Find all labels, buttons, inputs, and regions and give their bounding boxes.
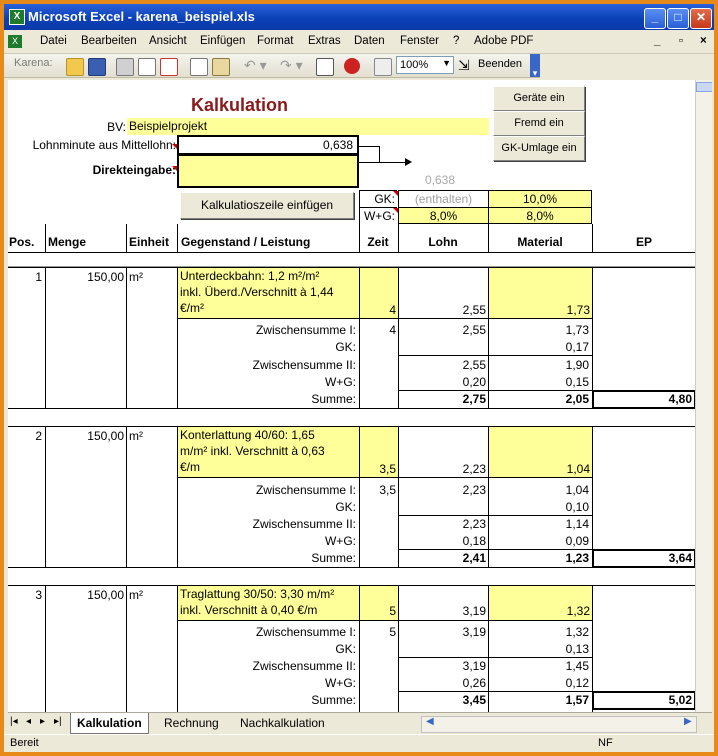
zs1-label: Zwischensumme I:	[255, 483, 356, 497]
header-bottom-line	[8, 252, 712, 253]
zs2-label: Zwischensumme II:	[252, 517, 356, 531]
calculator-icon[interactable]	[374, 58, 392, 76]
lohnminute-label: Lohnminute aus Mittellohn:	[32, 138, 176, 152]
gk-umlage-ein-button[interactable]: GK-Umlage ein	[493, 136, 585, 161]
zs1-lohn: 2,23	[462, 483, 486, 497]
zs1-label: Zwischensumme I:	[255, 323, 356, 337]
comment-marker-icon	[172, 144, 177, 149]
ep-value: 4,80	[592, 390, 696, 409]
wg-lohn-value: 0,26	[462, 676, 486, 690]
menu-fenster[interactable]: Fenster	[400, 35, 439, 47]
zs1-material: 1,04	[565, 483, 589, 497]
doc-minimize-button[interactable]: _	[654, 35, 661, 47]
summe-label: Summe:	[311, 392, 356, 406]
paste-icon[interactable]	[212, 58, 230, 76]
bv-field[interactable]: Beispielprojekt	[127, 118, 489, 135]
save-icon[interactable]	[88, 58, 106, 76]
geraete-ein-button[interactable]: Geräte ein	[493, 86, 585, 111]
tab-last-icon[interactable]: ▸|	[54, 716, 62, 727]
doc-close-button[interactable]: ×	[700, 35, 707, 47]
window-title: Microsoft Excel - karena_beispiel.xls	[28, 9, 255, 24]
zs2-material: 1,45	[565, 659, 589, 673]
chevron-down-icon[interactable]: ▼	[442, 58, 451, 68]
description-cell[interactable]: Konterlattung 40/60: 1,65 m/m² inkl. Verschnitt à 0,63 €/m	[178, 427, 359, 477]
tab-nachkalkulation[interactable]: Nachkalkulation	[240, 716, 325, 730]
gk-material-value: 0,13	[565, 642, 589, 656]
worksheet[interactable]	[8, 80, 712, 712]
karena-logo-icon[interactable]	[344, 58, 360, 74]
wg-material-value: 0,09	[565, 534, 589, 548]
zs1-material: 1,73	[565, 323, 589, 337]
header-menge: Menge	[48, 235, 87, 249]
description-cell[interactable]: Traglattung 30/50: 3,30 m/m² inkl. Verschnitt à 0,40 €/m	[178, 586, 359, 620]
doc-restore-button[interactable]: ▫	[679, 35, 684, 47]
redo-icon[interactable]: ↷ ▾	[280, 57, 303, 73]
arrow-line	[379, 146, 380, 162]
print-preview-icon[interactable]	[138, 58, 156, 76]
zs2-lohn: 2,55	[462, 358, 486, 372]
pos-number: 3	[35, 588, 42, 602]
undo-icon[interactable]: ↶ ▾	[244, 57, 267, 73]
gk-material-field[interactable]: 10,0%	[488, 190, 592, 207]
title-bar	[4, 4, 714, 30]
wg-material-value: 0,12	[565, 676, 589, 690]
arrow-line	[359, 146, 379, 147]
menu-format[interactable]: Format	[257, 35, 294, 47]
menge-value: 150,00	[87, 588, 124, 602]
header-gegenstand: Gegenstand / Leistung	[181, 235, 311, 249]
toolbar-options-icon[interactable]: ▾	[530, 54, 540, 77]
wg-material-value: 0,15	[565, 375, 589, 389]
wg-material-field[interactable]: 8,0%	[488, 207, 592, 224]
open-folder-icon[interactable]	[66, 58, 84, 76]
summe-label: Summe:	[311, 551, 356, 565]
arrow-line	[359, 162, 409, 163]
zs1-zeit: 5	[389, 625, 396, 639]
zs2-material: 1,90	[565, 358, 589, 372]
gk-row-label: GK:	[335, 500, 356, 514]
lohn-value: 2,23	[462, 462, 486, 476]
gk-label: GK:	[359, 190, 397, 207]
zeit-field[interactable]: 5	[360, 586, 398, 620]
exit-icon: ⇲	[458, 57, 470, 73]
direkteingabe-label: Direkteingabe:	[92, 163, 176, 177]
fremd-ein-button[interactable]: Fremd ein	[493, 111, 585, 136]
ep-value: 3,64	[592, 549, 696, 568]
menu-help[interactable]: ?	[453, 35, 460, 47]
beenden-button[interactable]: Beenden	[478, 58, 523, 70]
gk-material-value: 0,17	[565, 340, 589, 354]
menu-datei[interactable]: Datei	[40, 35, 67, 47]
comment-marker-icon	[172, 166, 177, 171]
zs2-label: Zwischensumme II:	[252, 659, 356, 673]
summe-lohn: 3,45	[462, 693, 486, 707]
print-icon[interactable]	[116, 58, 134, 76]
tab-first-icon[interactable]: |◂	[10, 716, 18, 727]
zs1-lohn: 3,19	[462, 625, 486, 639]
gk-lohn: (enthalten)	[398, 190, 488, 207]
zs2-label: Zwischensumme II:	[252, 358, 356, 372]
lohn-result: 0,638	[425, 173, 456, 187]
header-zeit: Zeit	[367, 235, 389, 249]
scroll-right-icon[interactable]: ▶	[684, 716, 692, 727]
numlock-indicator: NF	[598, 737, 613, 749]
tab-kalkulation[interactable]: Kalkulation	[70, 713, 149, 734]
vertical-scrollbar[interactable]	[695, 80, 712, 712]
scroll-left-icon[interactable]: ◀	[426, 716, 434, 727]
arrow-right-icon	[405, 158, 412, 166]
summe-lohn: 2,75	[462, 392, 486, 406]
lohn-value: 2,55	[462, 303, 486, 317]
direkteingabe-field[interactable]	[177, 154, 359, 188]
lohnminute-field[interactable]: 0,638	[177, 135, 359, 155]
menu-daten[interactable]: Daten	[354, 35, 385, 47]
zs1-label: Zwischensumme I:	[255, 625, 356, 639]
horizontal-scrollbar[interactable]	[421, 716, 697, 733]
header-pos: Pos.	[9, 235, 35, 249]
menu-adobe-pdf[interactable]: Adobe PDF	[474, 35, 534, 47]
header-material: Material	[517, 235, 563, 249]
excel-app-icon: X	[9, 9, 25, 25]
menu-extras[interactable]: Extras	[308, 35, 341, 47]
zs2-material: 1,14	[565, 517, 589, 531]
menu-einfuegen[interactable]: Einfügen	[200, 35, 246, 47]
bv-label: BV:	[107, 120, 126, 134]
gk-row-label: GK:	[335, 642, 356, 656]
zs1-zeit: 4	[389, 323, 396, 337]
wg-label: W+G:	[359, 207, 397, 224]
summe-label: Summe:	[311, 693, 356, 707]
status-text: Bereit	[10, 737, 39, 749]
wg-lohn-value: 0,20	[462, 375, 486, 389]
zs1-material: 1,32	[565, 625, 589, 639]
spellcheck-icon[interactable]	[160, 58, 178, 76]
karena-label: Karena:	[14, 57, 53, 69]
summe-material: 1,23	[565, 551, 589, 565]
gk-material-value: 0,10	[565, 500, 589, 514]
zs2-lohn: 3,19	[462, 659, 486, 673]
zoom-select[interactable]: 100% ▼	[396, 56, 454, 74]
menge-value: 150,00	[87, 270, 124, 284]
wg-row-label: W+G:	[324, 534, 356, 548]
maximize-button[interactable]: □	[667, 8, 689, 29]
zeit-field[interactable]: 3,5	[360, 427, 398, 477]
toolbar	[4, 54, 540, 78]
summe-material: 1,57	[565, 693, 589, 707]
ep-value: 5,02	[592, 691, 696, 710]
kalkulationszeile-einfuegen-button[interactable]: Kalkulatioszeile einfügen	[180, 192, 354, 219]
menu-bar	[4, 30, 714, 54]
toolbar-empty-area	[540, 54, 714, 78]
minimize-button[interactable]: _	[644, 8, 666, 29]
close-button[interactable]: ✕	[690, 8, 712, 29]
gk-row-label: GK:	[335, 340, 356, 354]
tab-rechnung[interactable]: Rechnung	[164, 716, 219, 730]
pos-number: 2	[35, 429, 42, 443]
tab-prev-icon[interactable]: ◂	[26, 716, 32, 727]
workbook-icon[interactable]: X	[8, 35, 22, 48]
einheit-value: m²	[129, 588, 143, 602]
sheet-tab-bar	[8, 712, 712, 734]
zeit-field[interactable]: 4	[360, 268, 398, 318]
menu-bearbeiten[interactable]: Bearbeiten	[81, 35, 137, 47]
pos-number: 1	[35, 270, 42, 284]
menge-value: 150,00	[87, 429, 124, 443]
sheet-title: Kalkulation	[191, 95, 289, 115]
wg-row-label: W+G:	[324, 375, 356, 389]
wg-lohn-value: 0,18	[462, 534, 486, 548]
header-ep: EP	[635, 235, 652, 249]
einheit-value: m²	[129, 429, 143, 443]
table-icon[interactable]	[316, 58, 334, 76]
zs1-lohn: 2,55	[462, 323, 486, 337]
copy-icon[interactable]	[190, 58, 208, 76]
header-einheit: Einheit	[129, 235, 170, 249]
wg-row-label: W+G:	[324, 676, 356, 690]
material-field[interactable]: 1,73	[489, 268, 592, 318]
header-lohn: Lohn	[428, 235, 458, 249]
zs1-zeit: 3,5	[379, 483, 396, 497]
scroll-thumb[interactable]	[696, 82, 712, 92]
summe-material: 2,05	[565, 392, 589, 406]
wg-lohn-field[interactable]: 8,0%	[398, 207, 488, 224]
description-cell[interactable]: Unterdeckbahn: 1,2 m²/m² inkl. Überd./Verschnitt à 1,44 €/m²	[178, 268, 359, 318]
einheit-value: m²	[129, 270, 143, 284]
summe-lohn: 2,41	[462, 551, 486, 565]
lohn-value: 3,19	[462, 604, 486, 618]
material-field[interactable]: 1,32	[489, 586, 592, 620]
menu-ansicht[interactable]: Ansicht	[149, 35, 187, 47]
zs2-lohn: 2,23	[462, 517, 486, 531]
status-bar	[4, 734, 714, 752]
tab-next-icon[interactable]: ▸	[40, 716, 46, 727]
material-field[interactable]: 1,04	[489, 427, 592, 477]
